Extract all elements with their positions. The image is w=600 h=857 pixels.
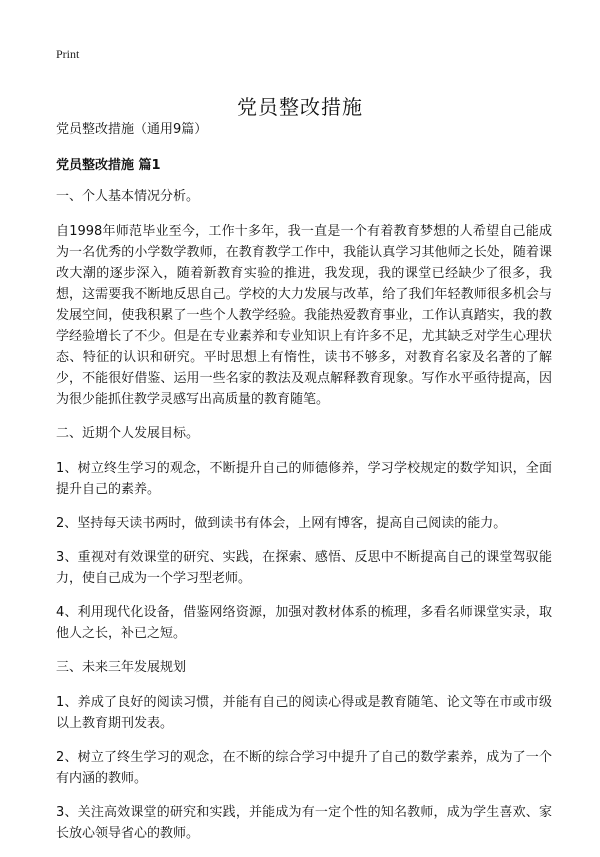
goal-item-1: 1、树立终生学习的观念，不断提升自己的师德修养，学习学校规定的数学知识，全面提升自己的素养。 [56,461,552,497]
goal-item-4: 4、利用现代化设备，借鉴网络资源，加强对教材体系的梳理，多看名师课堂实录，取他人之长，补已之短。 [56,605,552,641]
plan-item-1: 1、养成了良好的阅读习惯，并能有自己的阅读心得或是教育随笔、论文等在市或市级以上教育期刊发表。 [56,695,552,731]
plan-item-3: 3、关注高效课堂的研究和实践，并能成为有一定个性的知名教师，成为学生喜欢、家长放心领导省心的教师。 [56,805,552,841]
section-heading-1: 一、个人基本情况分析。 [56,189,200,204]
section-heading-3: 三、未来三年发展规划 [56,660,187,675]
page-title: 党员整改措施 [237,95,363,120]
document-body [56,119,552,857]
print-link[interactable]: Print [56,47,80,61]
plan-item-2: 2、树立了终生学习的观念，在不断的综合学习中提升了自己的数学素养，成为了一个有内涵的教师。 [56,750,552,786]
article-heading: 党员整改措施 篇1 [56,158,161,173]
goal-item-2: 2、坚持每天读书两时，做到读书有体会，上网有博客，提高自己阅读的能力。 [56,516,507,531]
goal-item-3: 3、重视对有效课堂的研究、实践，在探索、感悟、反思中不断提高自己的课堂驾驭能力，使自己成为一个学习型老师。 [56,550,552,586]
document-subtitle: 党员整改措施（通用9篇） [56,122,208,137]
section-heading-2: 二、近期个人发展目标。 [56,426,200,441]
section-1-paragraph: 自1998年师范毕业至今，工作十多年，我一直是一个有着教育梦想的人希望自己能成为一名优秀的小学数学教师，在教育教学工作中，我能认真学习其他师之长处，随着课改大潮的逐步深入，随着新教育实验的推进，我发现，我的课堂已经缺少了很多，我想，这需要我不断地反思自己。学校的大力发展与改革，给了我们年轻教师很多机会与发展空间，使我积累了一些个人教学经验。我能热爱教育事业，工作认真踏实，我的教学经验增长了不少。但是在专业素养和专业知识上有许多不足，尤其缺乏对学生心理状态、特征的认识和研究。平时思想上有惰性，读书不够多，对教育名家及名著的了解少，不能很好借鉴、运用一些名家的教法及观点解释教育现象。写作水平亟待提高，因为很少能抓住教学灵感写出高质量的教育随笔。 [56,224,552,407]
